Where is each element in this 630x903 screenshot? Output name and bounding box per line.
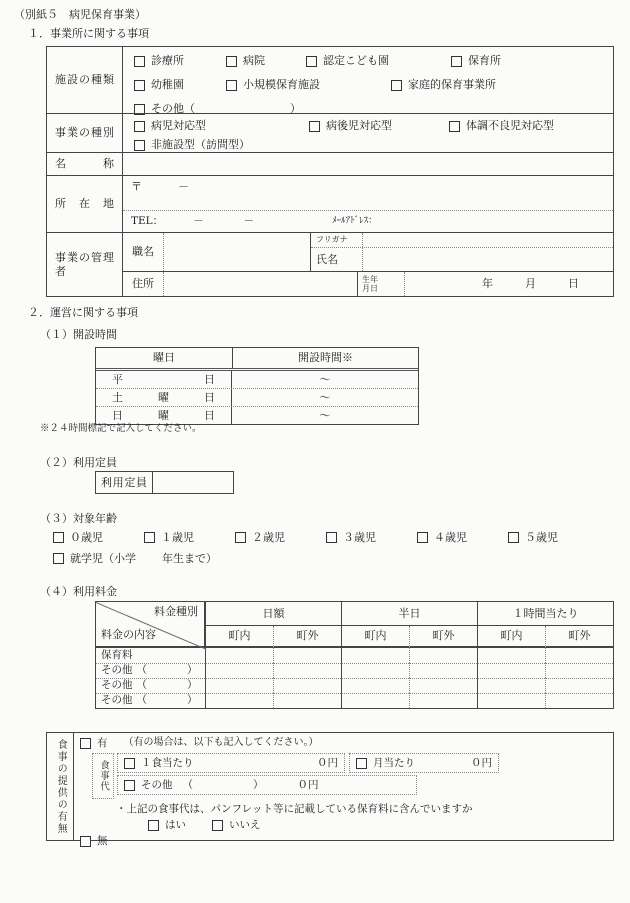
hours-weekday-field[interactable]: ～ [319, 372, 331, 386]
checkbox-per-meal[interactable]: １食当たり [124, 757, 194, 770]
checkbox-hospital[interactable]: 病院 [226, 54, 306, 68]
checkbox-icon[interactable] [391, 80, 402, 91]
job-title-label: 職名 [123, 233, 164, 271]
checkbox-small-scale[interactable]: 小規模保育施設 [226, 78, 391, 92]
checkbox-icon[interactable] [53, 553, 64, 564]
per-meal-fee-box [117, 753, 345, 773]
checkbox-age-4[interactable]: ４歳児 [417, 531, 508, 545]
meal-provision-box [46, 732, 614, 848]
name-label-cell [47, 152, 123, 175]
hours-saturday-field[interactable]: ～ [319, 390, 331, 404]
subcol-in-town: 町内 [205, 626, 273, 648]
fee-row-other-label: その他 （ ） [96, 678, 205, 693]
checkbox-unwell-type[interactable]: 体調不良児対応型 [449, 119, 554, 133]
paren-open: （ [184, 102, 195, 116]
address-label-cell [47, 175, 123, 232]
fee-table [95, 601, 614, 709]
checkbox-icon[interactable] [148, 820, 159, 831]
checkbox-clinic[interactable]: 診療所 [134, 54, 226, 68]
per-month-value: ０円 [471, 756, 492, 769]
subcol-out-town: 町外 [273, 626, 341, 648]
birthdate-label: 生年 月日 [358, 272, 405, 296]
name-label: 名称 [55, 157, 114, 171]
business-category-label: 事業の種別 [55, 126, 114, 140]
checkbox-icon[interactable] [124, 780, 135, 791]
birthdate-field[interactable] [405, 272, 613, 296]
checkbox-age-5[interactable]: ５歳児 [508, 531, 599, 545]
checkbox-icon[interactable] [226, 56, 237, 67]
business-category-label-cell [47, 113, 123, 152]
fee-cell[interactable] [341, 678, 409, 693]
fee-cell[interactable] [205, 693, 273, 708]
manager-address-field[interactable] [164, 272, 358, 296]
year-label: 年 [482, 277, 493, 291]
fee-cell[interactable] [409, 663, 477, 678]
fee-cell[interactable] [545, 663, 613, 678]
checkbox-icon[interactable] [80, 836, 91, 847]
fee-cell[interactable] [477, 663, 545, 678]
meal-yes-note: （有の場合は、以下も記入してください。） [123, 737, 319, 749]
checkbox-icon[interactable] [235, 532, 246, 543]
month-label: 月 [525, 277, 536, 291]
capacity-label: 利用定員 [101, 475, 147, 489]
checkbox-per-month[interactable]: 月当たり [356, 757, 415, 770]
manager-address-label: 住所 [123, 272, 164, 296]
fee-group-halfday: 半日 [341, 602, 477, 626]
checkbox-non-facility-type[interactable]: 非施設型（訪問型） [134, 138, 250, 152]
fee-row-childcare-label: 保育料 [101, 648, 133, 661]
fee-cell[interactable] [205, 663, 273, 678]
fee-cell[interactable] [545, 648, 613, 663]
postal-mark: 〒 [131, 180, 142, 193]
age-options-row [53, 531, 599, 545]
meal-side-label: 食事の提供の有無 [55, 738, 67, 835]
meal-fee-question: ・上記の食事代は、パンフレット等に記載している保育料に含んでいますか [116, 803, 473, 816]
checkbox-icon[interactable] [449, 121, 460, 132]
fee-diagonal-header [96, 602, 205, 648]
checkbox-nursery[interactable]: 保育所 [451, 54, 501, 68]
hours-note: ※２４時間標記で記入してください。 [40, 423, 202, 434]
address-label: 所在地 [55, 197, 114, 211]
fee-cell[interactable] [477, 693, 545, 708]
meal-side-label-cell [47, 733, 74, 840]
checkbox-facility-other[interactable]: その他 [134, 102, 184, 116]
furigana-label: フリガナ [311, 233, 363, 247]
checkbox-icon[interactable] [212, 820, 223, 831]
checkbox-age-0[interactable]: ０歳児 [53, 531, 144, 545]
capacity-table [95, 471, 234, 494]
checkbox-icon[interactable] [134, 80, 145, 91]
checkbox-icon[interactable] [309, 121, 320, 132]
checkbox-icon[interactable] [451, 56, 462, 67]
checkbox-certified-center[interactable]: 認定こども園 [306, 54, 451, 68]
checkbox-icon[interactable] [134, 56, 145, 67]
checkbox-icon[interactable] [144, 532, 155, 543]
hours-col-time: 開設時間※ [298, 351, 353, 365]
checkbox-kindergarten[interactable]: 幼稚園 [134, 78, 226, 92]
manager-label-cell [47, 232, 123, 296]
office-info-table [46, 46, 614, 297]
fee-cell[interactable] [273, 648, 341, 663]
fee-cell[interactable] [273, 678, 341, 693]
hours-sunday-field[interactable]: ～ [319, 408, 331, 422]
hours-heading: （１）開設時間 [40, 328, 117, 341]
fee-cell[interactable] [273, 663, 341, 678]
other-fee-box: その他 （ ） ０円 [117, 775, 417, 795]
manager-cell [123, 232, 613, 296]
fee-cell[interactable] [409, 678, 477, 693]
fee-row-other-label: その他 （ ） [96, 693, 205, 708]
subcol-out-town: 町外 [545, 626, 613, 648]
section1-title: １．事業所に関する事項 [28, 27, 149, 40]
meal-fee-label: 食事代 [97, 760, 109, 792]
fee-cell[interactable] [545, 693, 613, 708]
hours-row-saturday: 土 曜 日 ～ [96, 388, 418, 406]
name-field[interactable] [123, 152, 613, 175]
job-title-field[interactable] [164, 233, 311, 271]
facility-type-options [123, 47, 613, 116]
checkbox-icon[interactable] [356, 758, 367, 769]
checkbox-post-illness-type[interactable]: 病後児対応型 [309, 119, 449, 133]
subcol-in-town: 町内 [341, 626, 409, 648]
postal-dash: － [178, 180, 189, 193]
capacity-field[interactable] [153, 472, 233, 493]
fee-type-label: 料金種別 [154, 605, 198, 618]
checkbox-yes[interactable]: はい [148, 819, 186, 832]
school-age-suffix: 年生まで） [162, 552, 217, 565]
checkbox-icon[interactable] [134, 121, 145, 132]
checkbox-no[interactable]: いいえ [212, 819, 261, 832]
fee-cell[interactable] [477, 678, 545, 693]
fee-cell[interactable] [341, 648, 409, 663]
opening-hours-table [95, 347, 419, 425]
hours-row-weekday: 平 日 ～ [96, 371, 418, 388]
fee-cell[interactable] [545, 678, 613, 693]
checkbox-icon[interactable] [306, 56, 317, 67]
checkbox-age-1[interactable]: １歳児 [144, 531, 235, 545]
fee-cell[interactable] [205, 678, 273, 693]
business-category-options [123, 113, 613, 152]
checkbox-icon[interactable] [53, 532, 64, 543]
fee-group-hourly: １時間当たり [477, 602, 613, 626]
checkbox-icon[interactable] [124, 758, 135, 769]
paren-close: ） [290, 102, 301, 116]
day-label: 日 [568, 277, 579, 291]
tel-label: TEL： [131, 214, 164, 227]
mail-label: ﾒｰﾙｱﾄﾞﾚｽ： [332, 215, 378, 226]
fee-cell[interactable] [341, 663, 409, 678]
form-attachment-note: （別紙５ 病児保育事業） [14, 8, 146, 21]
meal-fee-label-cell [92, 753, 114, 799]
per-month-fee-box [349, 753, 499, 773]
tel-dash1: － [193, 214, 204, 227]
hours-row-sunday: 日 曜 日 ～ [96, 406, 418, 424]
ages-heading: （３）対象年齢 [40, 512, 117, 525]
fee-cell[interactable] [477, 648, 545, 663]
fee-cell[interactable] [273, 693, 341, 708]
tel-dash2: － [243, 214, 255, 227]
checkbox-school-age[interactable] [53, 552, 217, 566]
manager-label: 事業の管理者 [55, 250, 114, 278]
checkbox-icon[interactable] [80, 738, 91, 749]
fee-row-other-label: その他 （ ） [96, 663, 205, 678]
checkbox-sick-child-type[interactable]: 病児対応型 [134, 119, 309, 133]
fee-cell[interactable] [205, 648, 273, 663]
fee-cell[interactable] [409, 648, 477, 663]
checkbox-icon[interactable] [508, 532, 519, 543]
checkbox-meal-yes[interactable]: 有 [80, 737, 108, 750]
facility-type-label-cell [47, 47, 123, 113]
checkbox-age-3[interactable]: ３歳児 [326, 531, 417, 545]
capacity-heading: （２）利用定員 [40, 456, 117, 469]
address-field[interactable] [123, 175, 613, 232]
checkbox-age-2[interactable]: ２歳児 [235, 531, 326, 545]
facility-type-label: 施設の種類 [55, 73, 114, 87]
per-meal-value: ０円 [317, 756, 338, 769]
hours-col-day: 曜日 [96, 348, 233, 368]
checkbox-icon[interactable] [134, 140, 145, 151]
meal-other-value: ０円 [297, 778, 319, 791]
fees-heading: （４）利用料金 [40, 585, 117, 598]
capacity-label-cell [96, 472, 153, 493]
fee-cell[interactable] [341, 693, 409, 708]
checkbox-meal-none[interactable]: 無 [80, 835, 108, 848]
checkbox-meal-other[interactable]: その他 [124, 779, 173, 792]
subcol-out-town: 町外 [409, 626, 477, 648]
checkbox-home-based[interactable]: 家庭的保育事業所 [391, 78, 496, 92]
checkbox-icon[interactable] [226, 80, 237, 91]
fee-group-daily: 日額 [205, 602, 341, 626]
person-name-label: 氏名 [311, 248, 363, 271]
subcol-in-town: 町内 [477, 626, 545, 648]
section2-title: ２．運営に関する事項 [28, 306, 138, 319]
school-age-prefix: 就学児（小学 [70, 552, 136, 565]
checkbox-icon[interactable] [417, 532, 428, 543]
fee-cell[interactable] [409, 693, 477, 708]
fee-content-label: 料金の内容 [101, 628, 156, 642]
checkbox-icon[interactable] [326, 532, 337, 543]
